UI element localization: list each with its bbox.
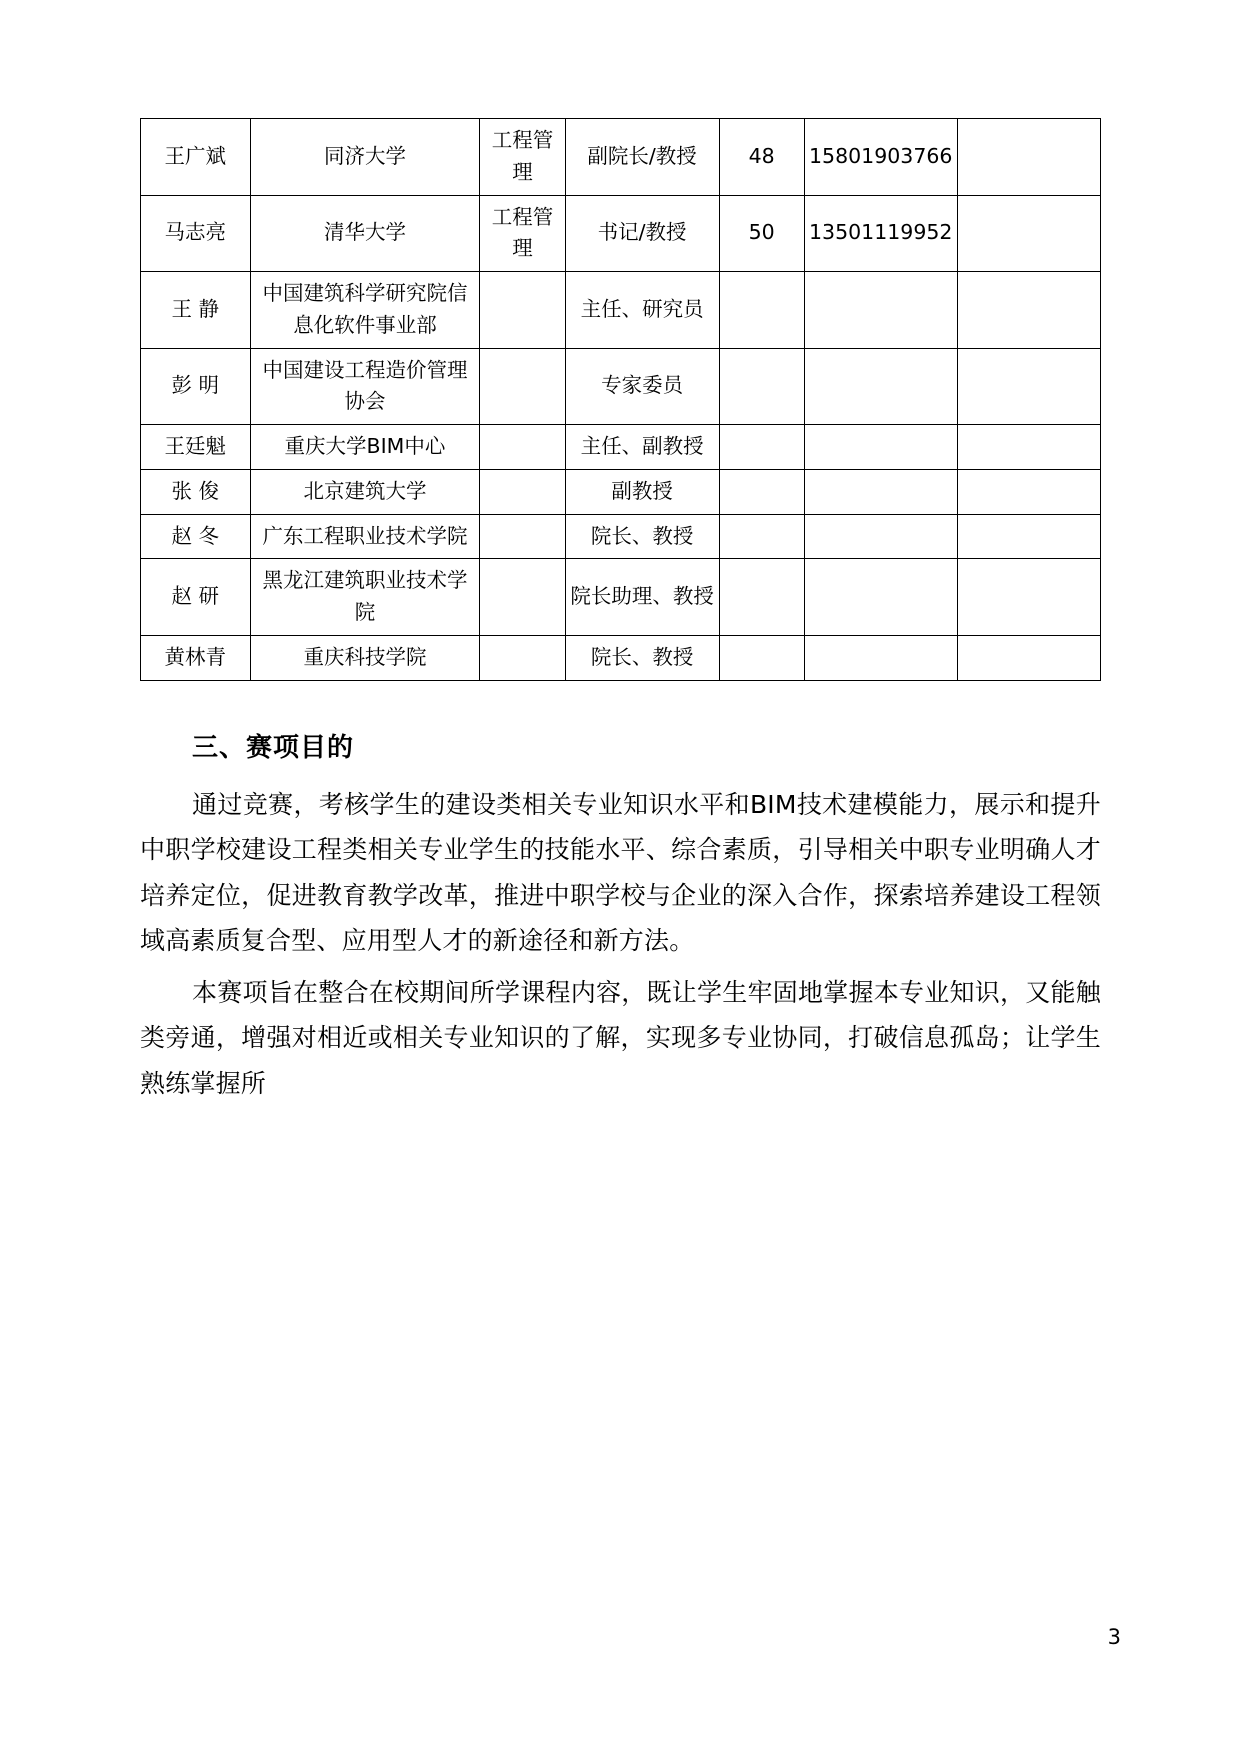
table-row [141, 195, 1101, 272]
cell-name: 王 静 [141, 272, 251, 349]
cell-extra [957, 195, 1100, 272]
table-row [141, 425, 1101, 470]
cell-phone [804, 559, 957, 636]
table-row [141, 272, 1101, 349]
cell-organization: 北京建筑大学 [250, 469, 480, 514]
cell-phone [804, 514, 957, 559]
cell-major [480, 272, 565, 349]
cell-name: 彭 明 [141, 348, 251, 425]
section-paragraph-1: 通过竞赛，考核学生的建设类相关专业知识水平和BIM技术建模能力，展示和提升中职学校建设工程类相关专业学生的技能水平、综合素质，引导相关中职专业明确人才培养定位，促进教育教学改革，推进中职学校与企业的深入合作，探索培养建设工程领域高素质复合型、应用型人才的新途径和新方法。 [140, 789, 1101, 956]
cell-phone [804, 469, 957, 514]
cell-extra [957, 469, 1100, 514]
cell-age: 48 [719, 119, 804, 196]
cell-major: 工程管理 [480, 119, 565, 196]
cell-age: 50 [719, 195, 804, 272]
table-row [141, 348, 1101, 425]
cell-major [480, 348, 565, 425]
section-heading: 三、赛项目的 [192, 732, 355, 763]
cell-name: 王广斌 [141, 119, 251, 196]
cell-extra [957, 119, 1100, 196]
cell-age [719, 559, 804, 636]
cell-age [719, 635, 804, 680]
cell-organization: 黑龙江建筑职业技术学院 [250, 559, 480, 636]
cell-extra [957, 635, 1100, 680]
cell-phone [804, 272, 957, 349]
cell-name: 赵 冬 [141, 514, 251, 559]
cell-name: 张 俊 [141, 469, 251, 514]
experts-table-body [141, 119, 1101, 681]
cell-age [719, 514, 804, 559]
cell-name: 黄林青 [141, 635, 251, 680]
cell-title: 院长、教授 [565, 635, 719, 680]
table-row [141, 514, 1101, 559]
cell-title: 主任、副教授 [565, 425, 719, 470]
table-row [141, 469, 1101, 514]
table-row [141, 635, 1101, 680]
cell-extra [957, 514, 1100, 559]
cell-major [480, 514, 565, 559]
cell-organization: 中国建筑科学研究院信息化软件事业部 [250, 272, 480, 349]
cell-phone [804, 348, 957, 425]
cell-phone: 13501119952 [804, 195, 957, 272]
cell-organization: 广东工程职业技术学院 [250, 514, 480, 559]
cell-title: 主任、研究员 [565, 272, 719, 349]
cell-phone [804, 425, 957, 470]
page-number: 3 [1107, 1625, 1121, 1649]
cell-organization: 中国建设工程造价管理协会 [250, 348, 480, 425]
cell-extra [957, 425, 1100, 470]
cell-major [480, 425, 565, 470]
table-row [141, 559, 1101, 636]
cell-title: 书记/教授 [565, 195, 719, 272]
cell-age [719, 469, 804, 514]
cell-age [719, 272, 804, 349]
cell-organization: 重庆科技学院 [250, 635, 480, 680]
cell-major: 工程管理 [480, 195, 565, 272]
cell-organization: 重庆大学BIM中心 [250, 425, 480, 470]
cell-title: 副教授 [565, 469, 719, 514]
cell-age [719, 348, 804, 425]
cell-title: 院长、教授 [565, 514, 719, 559]
table-row [141, 119, 1101, 196]
cell-phone [804, 635, 957, 680]
cell-major [480, 469, 565, 514]
cell-extra [957, 272, 1100, 349]
cell-major [480, 635, 565, 680]
cell-age [719, 425, 804, 470]
cell-major [480, 559, 565, 636]
experts-table [140, 118, 1101, 681]
cell-title: 院长助理、教授 [565, 559, 719, 636]
cell-extra [957, 348, 1100, 425]
cell-name: 王廷魁 [141, 425, 251, 470]
cell-phone: 15801903766 [804, 119, 957, 196]
cell-organization: 同济大学 [250, 119, 480, 196]
cell-title: 专家委员 [565, 348, 719, 425]
cell-title: 副院长/教授 [565, 119, 719, 196]
cell-name: 赵 研 [141, 559, 251, 636]
cell-organization: 清华大学 [250, 195, 480, 272]
cell-name: 马志亮 [141, 195, 251, 272]
section-paragraph-2: 本赛项旨在整合在校期间所学课程内容，既让学生牢固地掌握本专业知识，又能触类旁通，增强对相近或相关专业知识的了解，实现多专业协同，打破信息孤岛；让学生熟练掌握所 [140, 977, 1101, 1098]
cell-extra [957, 559, 1100, 636]
